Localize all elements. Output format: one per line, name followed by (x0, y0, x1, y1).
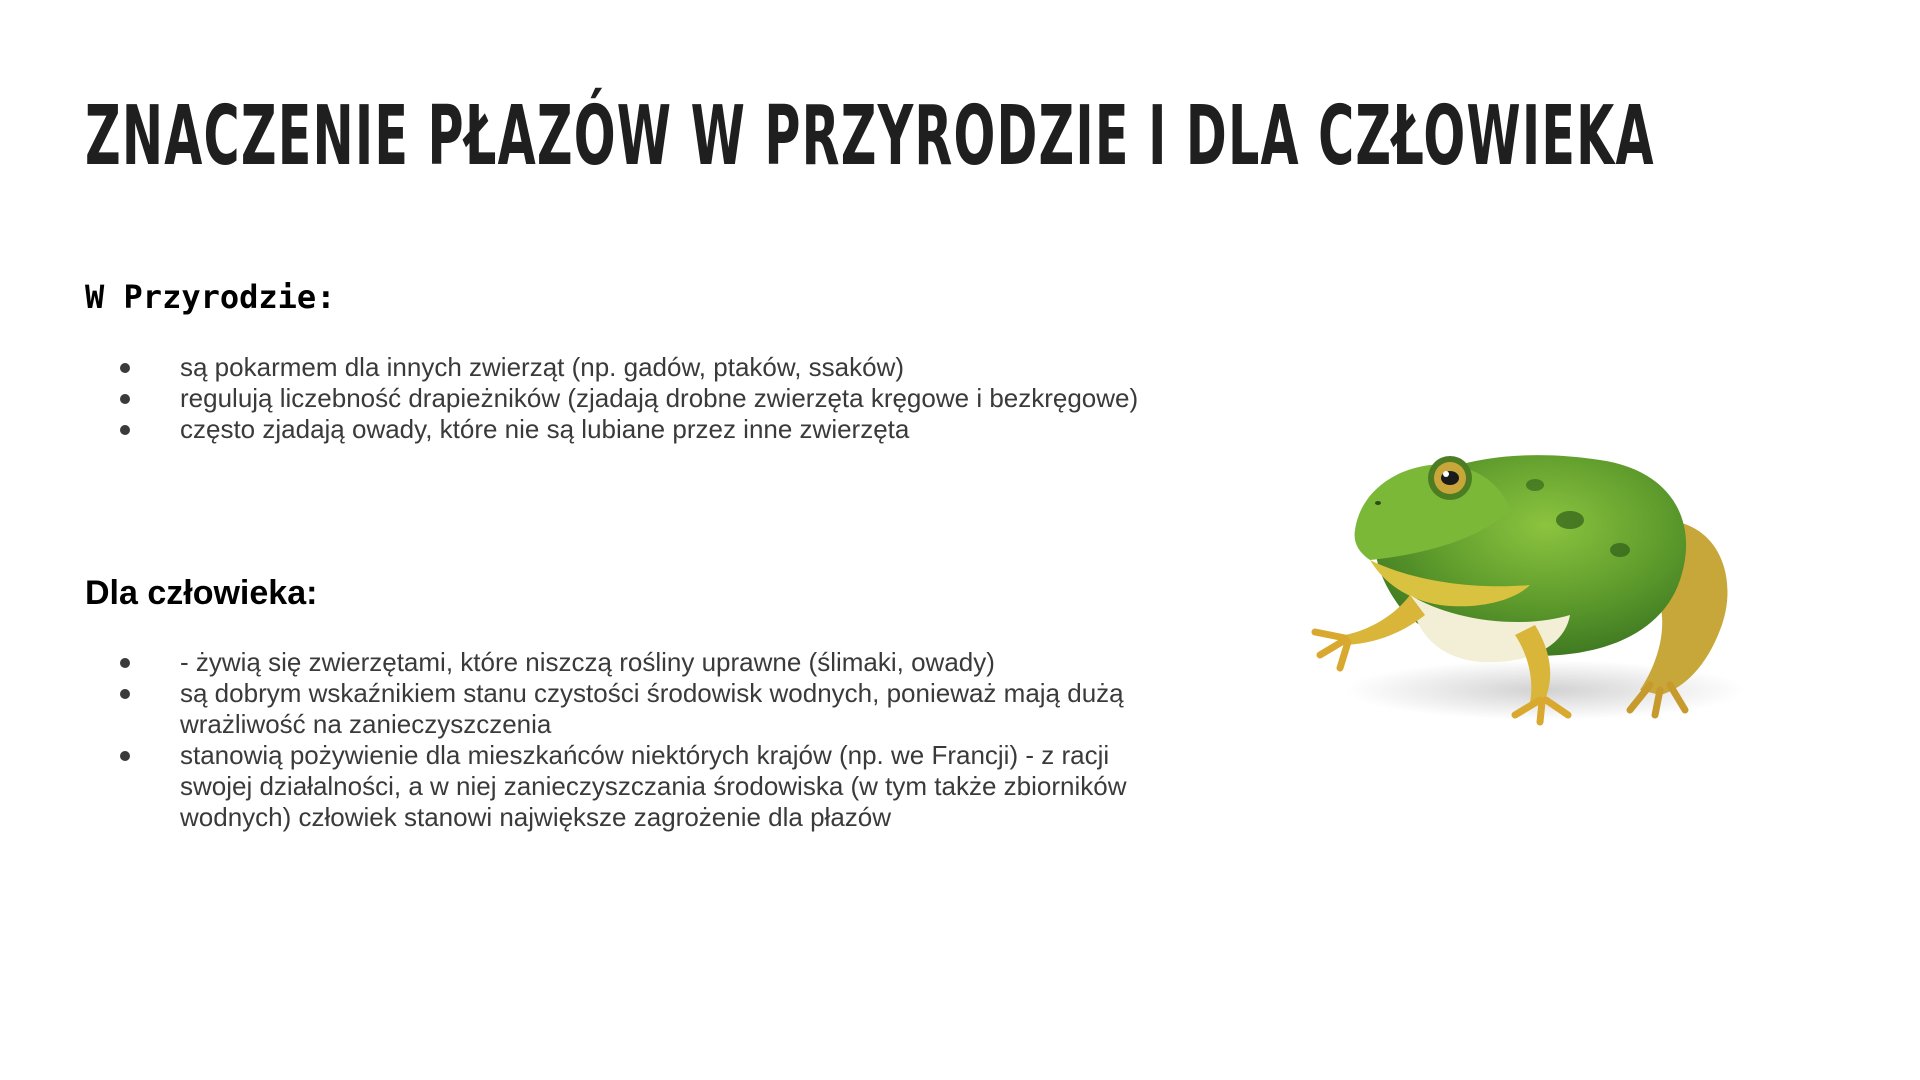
list-item (115, 678, 1155, 740)
bullet-icon (120, 394, 130, 404)
frog-photo-icon (1300, 410, 1770, 730)
list-item (115, 740, 1155, 833)
list-item-text: regulują liczebność drapieżników (zjadają drobne zwierzęta kręgowe i bezkręgowe) (180, 383, 1139, 413)
slide-title: ZNACZENIE PŁAZÓW W PRZYRODZIE I DLA CZŁOWIEKA (85, 89, 1655, 184)
list-item (115, 647, 1155, 678)
list-item-text: są dobrym wskaźnikiem stanu czystości środowisk wodnych, ponieważ mają dużą wrażliwość na zanieczyszczenia (180, 678, 1124, 739)
nature-heading: W Przyrodzie: (85, 278, 336, 316)
human-list (115, 647, 1155, 833)
nature-list (115, 352, 1155, 445)
list-item (115, 383, 1155, 414)
list-item (115, 414, 1155, 445)
list-item (115, 352, 1155, 383)
bullet-icon (120, 689, 130, 699)
list-item-text: często zjadają owady, które nie są lubiane przez inne zwierzęta (180, 414, 910, 444)
list-item-text: stanowią pożywienie dla mieszkańców niektórych krajów (np. we Francji) - z racji swojej działalności, a w niej zanieczyszczania środowiska (w tym także zbiorników wodnych) człowiek stanowi największe zagrożenie dla płazów (180, 740, 1127, 832)
bullet-icon (120, 363, 130, 373)
list-item-text: są pokarmem dla innych zwierząt (np. gadów, ptaków, ssaków) (180, 352, 905, 382)
bullet-icon (120, 425, 130, 435)
bullet-icon (120, 658, 130, 668)
list-item-text: - żywią się zwierzętami, które niszczą rośliny uprawne (ślimaki, owady) (180, 647, 995, 677)
bullet-icon (120, 751, 130, 761)
human-heading: Dla człowieka: (85, 574, 318, 612)
